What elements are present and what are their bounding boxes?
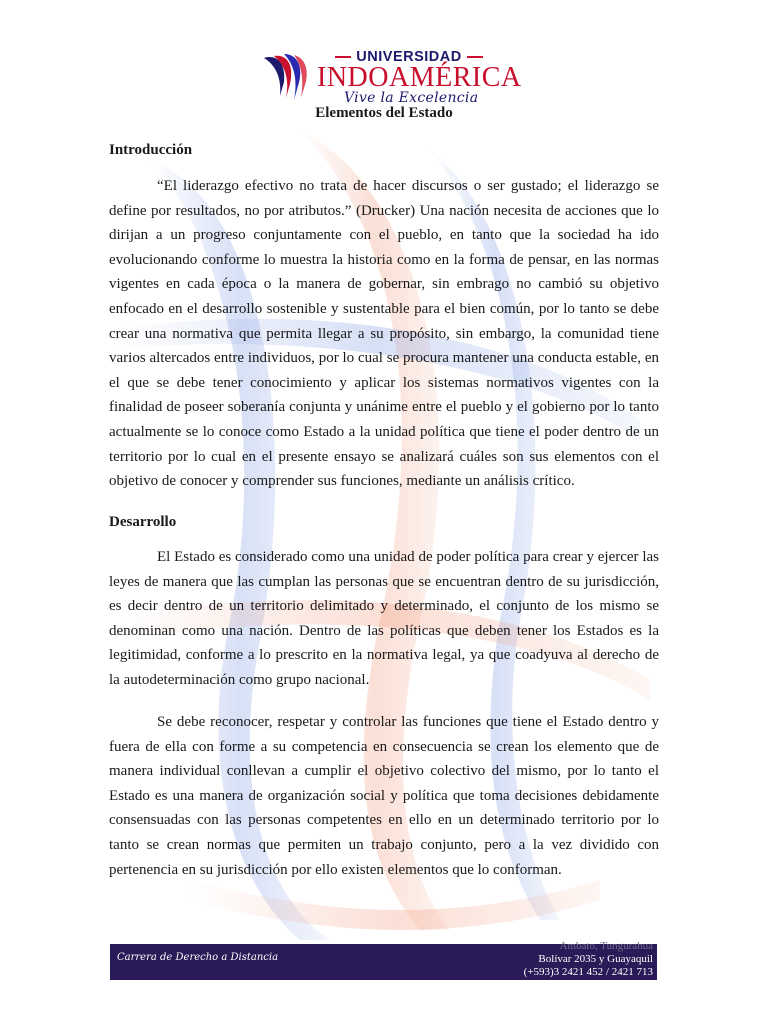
paragraph-desarrollo-1: El Estado es considerado como una unidad de poder política para crear y ejercer las leyes de manera que las cumplan las personas que se encuentran dentro de su jurisdicción, es decir dentro de un territorio delimitado y determinado, el conjunto de los mismo se denominan como una nación. Dentro de las políticas que deben tener los Estados es la legitimidad, conforme a lo prescrito en la normativa legal, ya que coadyuva al derecho de la autodeterminación como grupo nacional.	[109, 549, 659, 688]
page-footer	[110, 940, 657, 980]
paragraph-introduccion: “El liderazgo efectivo no trata de hacer discursos o ser gustado; el liderazgo se define por resultados, no por atributos.” (Drucker) Una nación necesita de acciones que lo dirijan a un progreso conjuntamente con el pueblo, en tanto que la sociedad ha ido evolucionando conforme lo muestra la historia como en la forma de pensar, en las normas vigentes en cada época o la manera de gobernar, sin embrago no cambió su objetivo enfocado en el desarrollo sostenible y sustentable para el bien común, por lo tanto se debe crear una normativa que permita llegar a su propósito, sin embargo, la comunidad tiene varios altercados entre individuos, por lo cual se procura mantener una conducta estable, en el que se debe tener conocimiento y aplicar los sistemas normativos vigentes con la finalidad de poseer soberanía conjunta y unánime entre el pueblo y el gobierno por lo tanto actualmente se lo conoce como Estado a la unidad política que tiene el poder dentro de un territorio por lo cual en el presente ensayo se analizará cuáles son sus elementos con el objetivo de conocer y comprender sus funciones, mediante un análisis crítico.	[109, 178, 659, 490]
paragraph-desarrollo-2: Se debe reconocer, respetar y controlar las funciones que tiene el Estado dentro y fuera de ella con forme a su competencia en consecuencia se crean los elemento que de manera individual conllevan a cumplir el objetivo colectivo del mismo, por lo tanto el Estado es una manera de organización social y política que toma decisiones debidamente consensuadas con las personas competentes en ello en un determinado territorio por lo tanto se crean normas que permiten un trabajo conjunto, pero a la vez dividido con pertenencia en su jurisdicción por ello existen elementos que lo conforman.	[109, 714, 659, 878]
logo-line2: INDOAMÉRICA	[317, 62, 522, 93]
logo-line1: UNIVERSIDAD	[316, 49, 502, 65]
logo-emblem-icon	[262, 52, 310, 102]
section-heading-desarrollo: Desarrollo	[109, 514, 177, 530]
footer-city: Ambato, Tungurahua	[559, 940, 653, 952]
footer-contact	[524, 940, 653, 979]
section-heading-introduccion: Introducción	[109, 142, 193, 158]
university-logo	[262, 48, 522, 110]
footer-address: Bolívar 2035 y Guayaquil	[538, 953, 653, 965]
footer-phone: (+593)3 2421 452 / 2421 713	[523, 966, 653, 978]
footer-career: Carrera de Derecho a Distancia	[117, 952, 279, 963]
logo-slogan: Vive la Excelencia	[344, 90, 479, 106]
document-title: Elementos del Estado	[315, 105, 453, 121]
